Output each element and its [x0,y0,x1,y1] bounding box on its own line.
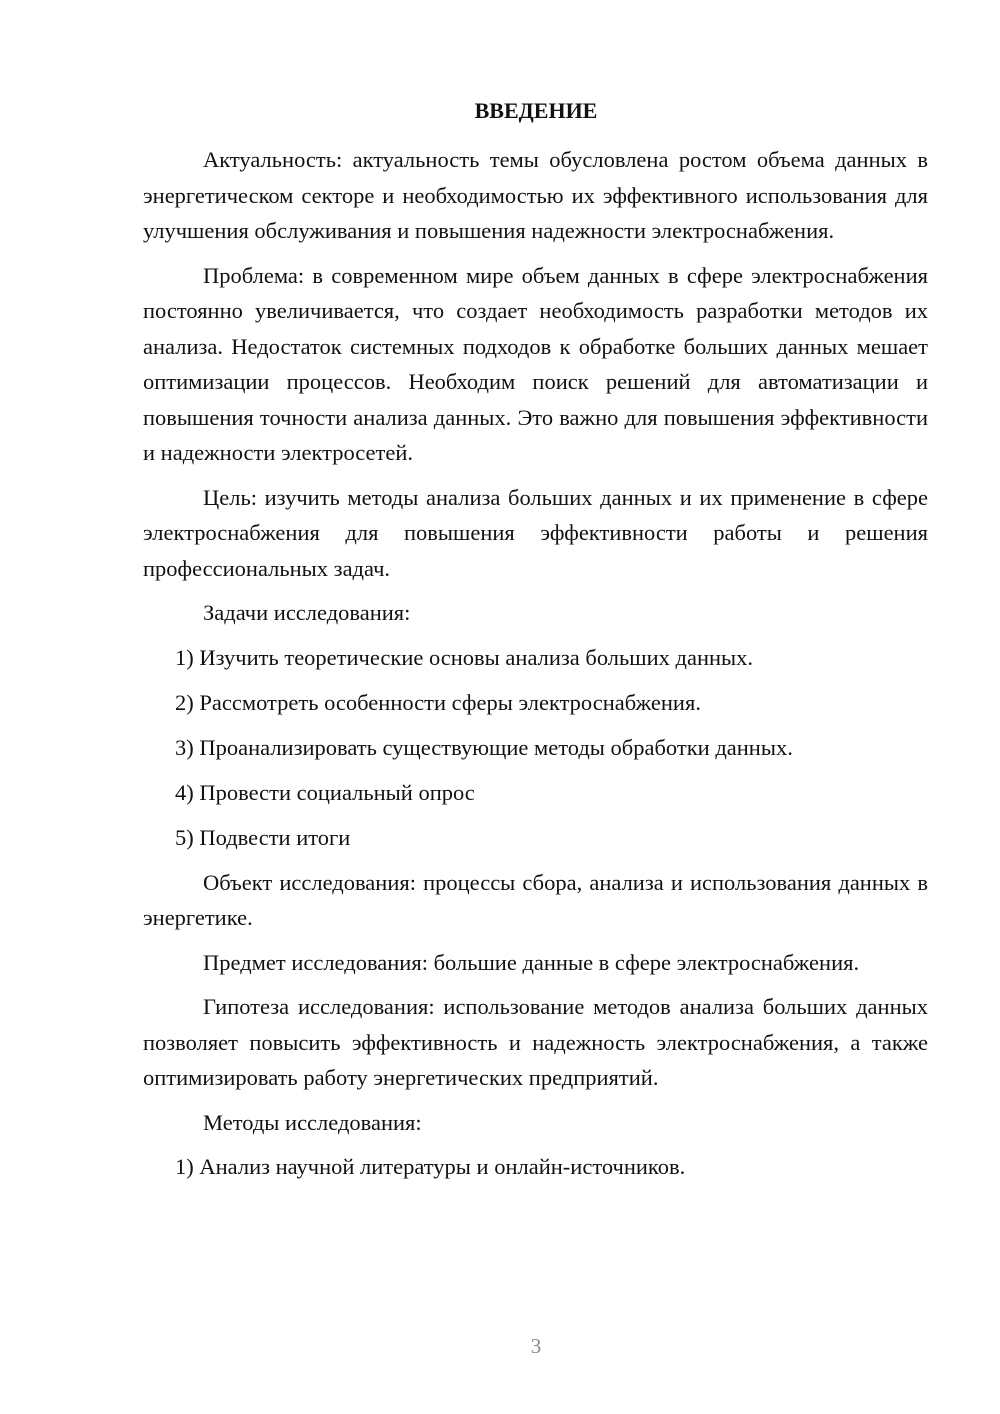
paragraph-subject: Предмет исследования: большие данные в сфере электроснабжения. [203,949,860,975]
tasks-heading: Задачи исследования: [203,600,411,625]
task-item-4: 4) Провести социальный опрос [175,779,475,805]
document-body [143,142,928,1194]
paragraph-problem: Проблема: в современном мире объем данных в сфере электроснабжения постоянно увеличивается, что создает необходимость разработки методов их анализа. Недостаток системных подходов к обработке больших данных мешает оптимизации процессов. Необходим поиск решений для автоматизации и повышения точности анализа данных. Это важно для повышения эффективности и надежности электросетей. [143,262,928,465]
paragraph-object: Объект исследования: процессы сбора, анализа и использования данных в энергетике. [143,869,928,930]
page-title: ВВЕДЕНИЕ [474,98,598,123]
paragraph-relevance: Актуальность: актуальность темы обусловлена ростом объема данных в энергетическом секторе и необходимостью их эффективного использования для улучшения обслуживания и повышения надежности электроснабжения. [143,147,928,243]
method-item-1: 1) Анализ научной литературы и онлайн-источников. [175,1154,686,1179]
task-item-2: 2) Рассмотреть особенности сферы электроснабжения. [175,689,701,715]
task-item-1: 1) Изучить теоретические основы анализа больших данных. [175,644,754,670]
paragraph-goal: Цель: изучить методы анализа больших данных и их применение в сфере электроснабжения для повышения эффективности работы и решения профессиональных задач. [143,484,928,581]
task-item-3: 3) Проанализировать существующие методы обработки данных. [175,734,793,760]
task-item-5: 5) Подвести итоги [175,824,351,850]
methods-heading: Методы исследования: [203,1109,422,1135]
page-number: 3 [530,1334,542,1358]
paragraph-hypothesis: Гипотеза исследования: использование методов анализа больших данных позволяет повысить эффективность и надежность электроснабжения, а также оптимизировать работу энергетических предприятий. [143,994,928,1090]
